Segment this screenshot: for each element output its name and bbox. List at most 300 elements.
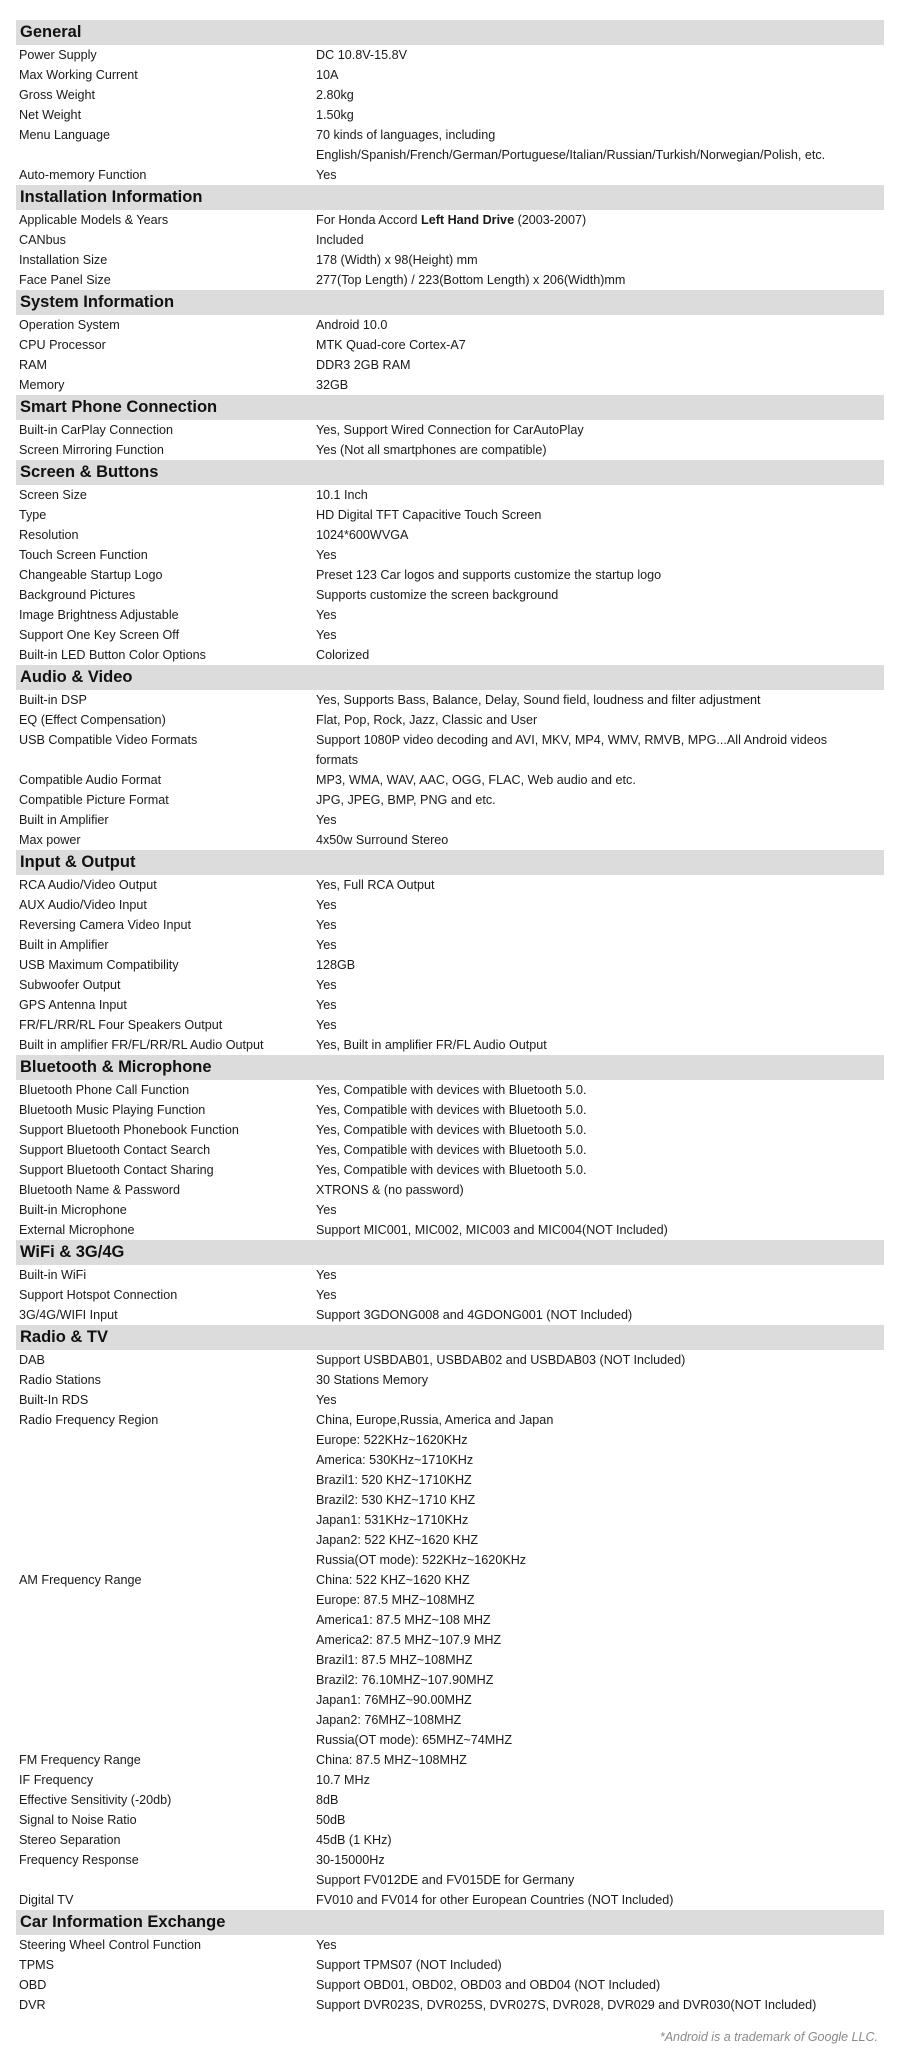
spec-value-line: Japan1: 531KHz~1710KHz (316, 1513, 469, 1527)
spec-value-line: Yes (316, 898, 337, 912)
spec-label: 3G/4G/WIFI Input (19, 1308, 118, 1322)
spec-value (316, 375, 876, 395)
spec-value (316, 45, 876, 65)
spec-row (0, 420, 900, 440)
spec-label: Bluetooth Phone Call Function (19, 1083, 190, 1097)
spec-row (0, 1370, 900, 1390)
spec-value-line: 178 (Width) x 98(Height) mm (316, 253, 478, 267)
spec-value (316, 1810, 876, 1830)
spec-value (316, 1180, 876, 1200)
spec-value-line: Yes, Built in amplifier FR/FL Audio Output (316, 1038, 547, 1052)
spec-value-line: For Honda Accord Left Hand Drive (2003-2007) (316, 213, 587, 227)
spec-row (0, 1830, 900, 1850)
spec-value (316, 1390, 876, 1410)
spec-value (316, 710, 876, 730)
spec-label: IF Frequency (19, 1773, 94, 1787)
spec-row (0, 1390, 900, 1410)
spec-label: Digital TV (19, 1893, 74, 1907)
spec-label: Built in amplifier FR/FL/RR/RL Audio Output (19, 1038, 264, 1052)
spec-value-line: Colorized (316, 648, 370, 662)
spec-label: Net Weight (19, 108, 82, 122)
spec-row (0, 790, 900, 810)
spec-row (0, 65, 900, 85)
spec-row (0, 230, 900, 250)
spec-value-line: America1: 87.5 MHZ~108 MHZ (316, 1613, 491, 1627)
spec-value-line: 128GB (316, 958, 356, 972)
spec-value-line: Brazil1: 520 KHZ~1710KHZ (316, 1473, 472, 1487)
spec-value-line: 70 kinds of languages, including (316, 128, 496, 142)
spec-label: Support Bluetooth Contact Search (19, 1143, 211, 1157)
spec-value (316, 1975, 876, 1995)
spec-label: FM Frequency Range (19, 1753, 141, 1767)
spec-row (0, 830, 900, 850)
spec-value-line: Yes, Compatible with devices with Bluetooth 5.0. (316, 1163, 587, 1177)
spec-label: Changeable Startup Logo (19, 568, 163, 582)
spec-value-line: Yes (316, 1203, 337, 1217)
spec-value-line: Russia(OT mode): 522KHz~1620KHz (316, 1553, 527, 1567)
spec-label: Power Supply (19, 48, 97, 62)
spec-value-line: Yes (316, 608, 337, 622)
spec-label: Type (19, 508, 47, 522)
spec-label: USB Compatible Video Formats (19, 733, 198, 747)
spec-label: CPU Processor (19, 338, 106, 352)
spec-value-line: Brazil2: 530 KHZ~1710 KHZ (316, 1493, 476, 1507)
spec-label: Built-in DSP (19, 693, 87, 707)
spec-value (316, 1200, 876, 1220)
spec-value-line: Support MIC001, MIC002, MIC003 and MIC004(NOT Included) (316, 1223, 668, 1237)
spec-label: Steering Wheel Control Function (19, 1938, 202, 1952)
spec-value-line: Yes (316, 998, 337, 1012)
spec-label: Screen Mirroring Function (19, 443, 164, 457)
spec-value (316, 1035, 876, 1055)
spec-value-line: Flat, Pop, Rock, Jazz, Classic and User (316, 713, 538, 727)
spec-row (0, 210, 900, 230)
spec-value (316, 1955, 876, 1975)
spec-value (316, 790, 876, 810)
spec-label: Resolution (19, 528, 79, 542)
spec-value-line: MTK Quad-core Cortex-A7 (316, 338, 466, 352)
spec-value (316, 625, 876, 645)
spec-row (0, 505, 900, 525)
spec-value-line: Support USBDAB01, USBDAB02 and USBDAB03 (NOT Included) (316, 1353, 686, 1367)
spec-label: Frequency Response (19, 1853, 139, 1867)
spec-row (0, 1200, 900, 1220)
spec-label: Support Bluetooth Phonebook Function (19, 1123, 239, 1137)
spec-value-line: DDR3 2GB RAM (316, 358, 411, 372)
spec-value (316, 1790, 876, 1810)
spec-label: TPMS (19, 1958, 54, 1972)
trademark-footnote: *Android is a trademark of Google LLC. (659, 2030, 878, 2044)
spec-label: AM Frequency Range (19, 1573, 142, 1587)
spec-label: Compatible Audio Format (19, 773, 162, 787)
spec-label: DVR (19, 1998, 46, 2012)
spec-row (0, 1850, 900, 1870)
spec-value-line: 10.7 MHz (316, 1773, 370, 1787)
spec-value-line: 10.1 Inch (316, 488, 368, 502)
spec-value (316, 1220, 876, 1240)
spec-row (0, 1220, 900, 1240)
spec-row (0, 1140, 900, 1160)
spec-value (316, 505, 876, 525)
spec-row (0, 1955, 900, 1975)
spec-row (0, 645, 900, 665)
spec-label: Image Brightness Adjustable (19, 608, 179, 622)
spec-value (316, 1080, 876, 1100)
spec-value-line: Yes (316, 628, 337, 642)
spec-value-line: Supports customize the screen background (316, 588, 559, 602)
spec-row (0, 315, 900, 335)
spec-value (316, 875, 876, 895)
spec-label: External Microphone (19, 1223, 135, 1237)
spec-value (316, 1350, 876, 1370)
spec-value-line: Preset 123 Car logos and supports customize the startup logo (316, 568, 662, 582)
spec-value-line: Yes (316, 813, 337, 827)
spec-value (316, 355, 876, 375)
spec-label: Menu Language (19, 128, 111, 142)
spec-label: Gross Weight (19, 88, 96, 102)
spec-value-line: Support 3GDONG008 and 4GDONG001 (NOT Included) (316, 1308, 633, 1322)
section-header: Smart Phone Connection (16, 395, 884, 420)
spec-value-line: Yes, Compatible with devices with Bluetooth 5.0. (316, 1123, 587, 1137)
spec-value-line: 8dB (316, 1793, 339, 1807)
spec-row (0, 85, 900, 105)
spec-row (0, 1350, 900, 1370)
section-header: Radio & TV (16, 1325, 884, 1350)
spec-row (0, 875, 900, 895)
spec-value-line: Support TPMS07 (NOT Included) (316, 1958, 502, 1972)
spec-row (0, 770, 900, 790)
spec-label: Built-in WiFi (19, 1268, 87, 1282)
spec-value-line: China, Europe,Russia, America and Japan (316, 1413, 554, 1427)
spec-value (316, 85, 876, 105)
spec-value (316, 105, 876, 125)
spec-value (316, 1830, 876, 1850)
spec-value-line: Yes (316, 548, 337, 562)
spec-row (0, 1180, 900, 1200)
spec-label: Radio Stations (19, 1373, 101, 1387)
spec-row (0, 975, 900, 995)
spec-value-line: Support DVR023S, DVR025S, DVR027S, DVR028, DVR029 and DVR030(NOT Included) (316, 1998, 817, 2012)
spec-label: RAM (19, 358, 47, 372)
spec-row (0, 915, 900, 935)
spec-label: Built in Amplifier (19, 938, 109, 952)
spec-row (0, 1265, 900, 1285)
spec-value-line: 32GB (316, 378, 349, 392)
spec-value-line: Yes (316, 1288, 337, 1302)
spec-label: Screen Size (19, 488, 87, 502)
spec-value (316, 565, 876, 585)
spec-value (316, 995, 876, 1015)
spec-row (0, 485, 900, 505)
spec-value-line: Brazil1: 87.5 MHZ~108MHZ (316, 1653, 473, 1667)
spec-label: Support Bluetooth Contact Sharing (19, 1163, 214, 1177)
spec-value-line: Yes (316, 1938, 337, 1952)
spec-value-line: 4x50w Surround Stereo (316, 833, 449, 847)
spec-value-line: Yes, Compatible with devices with Bluetooth 5.0. (316, 1143, 587, 1157)
spec-value-line: 30-15000Hz (316, 1853, 385, 1867)
spec-value-line: Europe: 522KHz~1620KHz (316, 1433, 468, 1447)
spec-row (0, 690, 900, 710)
spec-value (316, 1160, 876, 1180)
spec-value (316, 770, 876, 790)
spec-row (0, 585, 900, 605)
spec-value-line: Android 10.0 (316, 318, 388, 332)
spec-row (0, 955, 900, 975)
spec-label: AUX Audio/Video Input (19, 898, 147, 912)
spec-value (316, 915, 876, 935)
spec-label: Auto-memory Function (19, 168, 147, 182)
spec-label: Installation Size (19, 253, 108, 267)
spec-value-line: Yes (Not all smartphones are compatible) (316, 443, 547, 457)
spec-value (316, 1570, 876, 1750)
spec-value-line: Yes (316, 168, 337, 182)
spec-value (316, 65, 876, 85)
section-header: System Information (16, 290, 884, 315)
spec-label: Built-in LED Button Color Options (19, 648, 206, 662)
spec-value (316, 1850, 876, 1870)
spec-row (0, 710, 900, 730)
spec-label: Built in Amplifier (19, 813, 109, 827)
spec-value (316, 525, 876, 545)
spec-value-line: Europe: 87.5 MHZ~108MHZ (316, 1593, 475, 1607)
spec-value (316, 440, 876, 460)
spec-row (0, 895, 900, 915)
spec-label: Support One Key Screen Off (19, 628, 180, 642)
spec-label: Built-in Microphone (19, 1203, 127, 1217)
spec-row (0, 1160, 900, 1180)
spec-row (0, 565, 900, 585)
spec-value-line: Yes, Supports Bass, Balance, Delay, Sound field, loudness and filter adjustment (316, 693, 761, 707)
spec-label: GPS Antenna Input (19, 998, 127, 1012)
spec-row (0, 605, 900, 625)
spec-value-line: 2.80kg (316, 88, 354, 102)
spec-row (0, 1120, 900, 1140)
spec-label: Support Hotspot Connection (19, 1288, 178, 1302)
spec-value-line: Russia(OT mode): 65MHZ~74MHZ (316, 1733, 513, 1747)
spec-value-line: Yes (316, 918, 337, 932)
spec-value (316, 250, 876, 270)
spec-value-line: Yes (316, 1018, 337, 1032)
spec-label: CANbus (19, 233, 66, 247)
spec-label: Radio Frequency Region (19, 1413, 159, 1427)
spec-value (316, 1770, 876, 1790)
spec-value-line: MP3, WMA, WAV, AAC, OGG, FLAC, Web audio and etc. (316, 773, 636, 787)
spec-value (316, 955, 876, 975)
spec-value-line: 45dB (1 KHz) (316, 1833, 392, 1847)
spec-value-line: 1.50kg (316, 108, 354, 122)
spec-value (316, 895, 876, 915)
spec-row (0, 1790, 900, 1810)
spec-row (0, 545, 900, 565)
spec-label: OBD (19, 1978, 47, 1992)
spec-value-line: China: 87.5 MHZ~108MHZ (316, 1753, 467, 1767)
spec-row (0, 1935, 900, 1955)
spec-value (316, 1750, 876, 1770)
spec-value-line: Yes, Compatible with devices with Bluetooth 5.0. (316, 1083, 587, 1097)
spec-value-line: Yes (316, 1268, 337, 1282)
spec-value (316, 485, 876, 505)
spec-row (0, 335, 900, 355)
spec-value (316, 230, 876, 250)
spec-label: Built-in CarPlay Connection (19, 423, 173, 437)
spec-label: DAB (19, 1353, 45, 1367)
spec-value (316, 1120, 876, 1140)
spec-row (0, 375, 900, 395)
spec-label: Operation System (19, 318, 120, 332)
spec-label: EQ (Effect Compensation) (19, 713, 166, 727)
spec-label: Stereo Separation (19, 1833, 121, 1847)
spec-value (316, 1995, 876, 2015)
spec-value-line: Yes (316, 1393, 337, 1407)
spec-row (0, 935, 900, 955)
spec-value-line: America2: 87.5 MHZ~107.9 MHZ (316, 1633, 502, 1647)
section-header: Car Information Exchange (16, 1910, 884, 1935)
spec-row (0, 270, 900, 290)
spec-value (316, 605, 876, 625)
section-header: General (16, 20, 884, 45)
spec-value (316, 975, 876, 995)
spec-value-line: JPG, JPEG, BMP, PNG and etc. (316, 793, 496, 807)
spec-label: Reversing Camera Video Input (19, 918, 191, 932)
spec-value (316, 1935, 876, 1955)
spec-row (0, 1035, 900, 1055)
section-header: Audio & Video (16, 665, 884, 690)
spec-label: Touch Screen Function (19, 548, 148, 562)
spec-value (316, 1015, 876, 1035)
section-header: Screen & Buttons (16, 460, 884, 485)
spec-value (316, 1285, 876, 1305)
spec-row (0, 125, 900, 165)
spec-value-line: Included (316, 233, 364, 247)
spec-row (0, 810, 900, 830)
spec-row (0, 440, 900, 460)
spec-row (0, 1305, 900, 1325)
spec-value-line: formats (316, 753, 358, 767)
spec-row (0, 1870, 900, 1890)
spec-label: Subwoofer Output (19, 978, 121, 992)
spec-label: Max Working Current (19, 68, 138, 82)
spec-value (316, 1140, 876, 1160)
section-header: Input & Output (16, 850, 884, 875)
spec-row (0, 525, 900, 545)
spec-value (316, 645, 876, 665)
spec-value-line: Yes, Compatible with devices with Bluetooth 5.0. (316, 1103, 587, 1117)
section-header: WiFi & 3G/4G (16, 1240, 884, 1265)
spec-value-line: Support FV012DE and FV015DE for Germany (316, 1873, 575, 1887)
spec-value-line: XTRONS & (no password) (316, 1183, 464, 1197)
spec-label: Compatible Picture Format (19, 793, 169, 807)
spec-value (316, 1890, 876, 1910)
spec-value-line: Yes, Full RCA Output (316, 878, 435, 892)
spec-label: Applicable Models & Years (19, 213, 169, 227)
spec-row (0, 1770, 900, 1790)
spec-label: Memory (19, 378, 65, 392)
spec-label: Bluetooth Music Playing Function (19, 1103, 206, 1117)
spec-value-line: Support OBD01, OBD02, OBD03 and OBD04 (NOT Included) (316, 1978, 661, 1992)
spec-row (0, 625, 900, 645)
spec-row (0, 1015, 900, 1035)
spec-label: RCA Audio/Video Output (19, 878, 157, 892)
spec-value-line: China: 522 KHZ~1620 KHZ (316, 1573, 470, 1587)
spec-value-line: Yes (316, 978, 337, 992)
spec-value (316, 830, 876, 850)
spec-value-line: Japan2: 76MHZ~108MHZ (316, 1713, 462, 1727)
spec-label: Background Pictures (19, 588, 136, 602)
spec-value-line: Support 1080P video decoding and AVI, MKV, MP4, WMV, RMVB, MPG...All Android videos (316, 733, 828, 747)
spec-label: Bluetooth Name & Password (19, 1183, 181, 1197)
spec-value (316, 730, 876, 770)
spec-row (0, 1995, 900, 2015)
spec-value (316, 585, 876, 605)
spec-value-line: HD Digital TFT Capacitive Touch Screen (316, 508, 542, 522)
spec-label: Built-In RDS (19, 1393, 89, 1407)
spec-value (316, 315, 876, 335)
section-header: Installation Information (16, 185, 884, 210)
spec-value-line: 30 Stations Memory (316, 1373, 428, 1387)
spec-label: USB Maximum Compatibility (19, 958, 179, 972)
spec-value (316, 935, 876, 955)
spec-row (0, 1810, 900, 1830)
spec-row (0, 1570, 900, 1750)
spec-value-line: 277(Top Length) / 223(Bottom Length) x 206(Width)mm (316, 273, 626, 287)
spec-value-line: FV010 and FV014 for other European Countries (NOT Included) (316, 1893, 674, 1907)
spec-value (316, 335, 876, 355)
spec-value (316, 1870, 876, 1890)
spec-value-line: Yes (316, 938, 337, 952)
spec-value-line: Japan2: 522 KHZ~1620 KHZ (316, 1533, 479, 1547)
spec-value (316, 125, 876, 165)
spec-value-line: America: 530KHz~1710KHz (316, 1453, 474, 1467)
spec-label: Signal to Noise Ratio (19, 1813, 137, 1827)
spec-row (0, 995, 900, 1015)
spec-value-line: Japan1: 76MHZ~90.00MHZ (316, 1693, 472, 1707)
spec-value-line: Yes, Support Wired Connection for CarAutoPlay (316, 423, 584, 437)
spec-value-line: Brazil2: 76.10MHZ~107.90MHZ (316, 1673, 494, 1687)
spec-value-line: 10A (316, 68, 339, 82)
spec-value-line: DC 10.8V-15.8V (316, 48, 408, 62)
spec-row (0, 1750, 900, 1770)
spec-row (0, 1080, 900, 1100)
spec-label: Effective Sensitivity (-20db) (19, 1793, 172, 1807)
section-header: Bluetooth & Microphone (16, 1055, 884, 1080)
spec-value (316, 210, 876, 230)
spec-row (0, 105, 900, 125)
spec-row (0, 250, 900, 270)
spec-value (316, 545, 876, 565)
spec-value-line: 1024*600WVGA (316, 528, 409, 542)
spec-row (0, 45, 900, 65)
spec-row (0, 1410, 900, 1570)
spec-value (316, 1410, 876, 1570)
spec-value (316, 270, 876, 290)
spec-row (0, 1100, 900, 1120)
spec-row (0, 1285, 900, 1305)
spec-label: FR/FL/RR/RL Four Speakers Output (19, 1018, 223, 1032)
spec-value-line: 50dB (316, 1813, 346, 1827)
spec-value (316, 810, 876, 830)
spec-row (0, 730, 900, 770)
spec-value (316, 1100, 876, 1120)
spec-value (316, 420, 876, 440)
spec-row (0, 1890, 900, 1910)
spec-row (0, 355, 900, 375)
spec-value (316, 690, 876, 710)
spec-row (0, 1975, 900, 1995)
spec-value (316, 1265, 876, 1285)
spec-label: Max power (19, 833, 81, 847)
emphasis-text: Left Hand Drive (421, 213, 515, 227)
spec-value (316, 1370, 876, 1390)
